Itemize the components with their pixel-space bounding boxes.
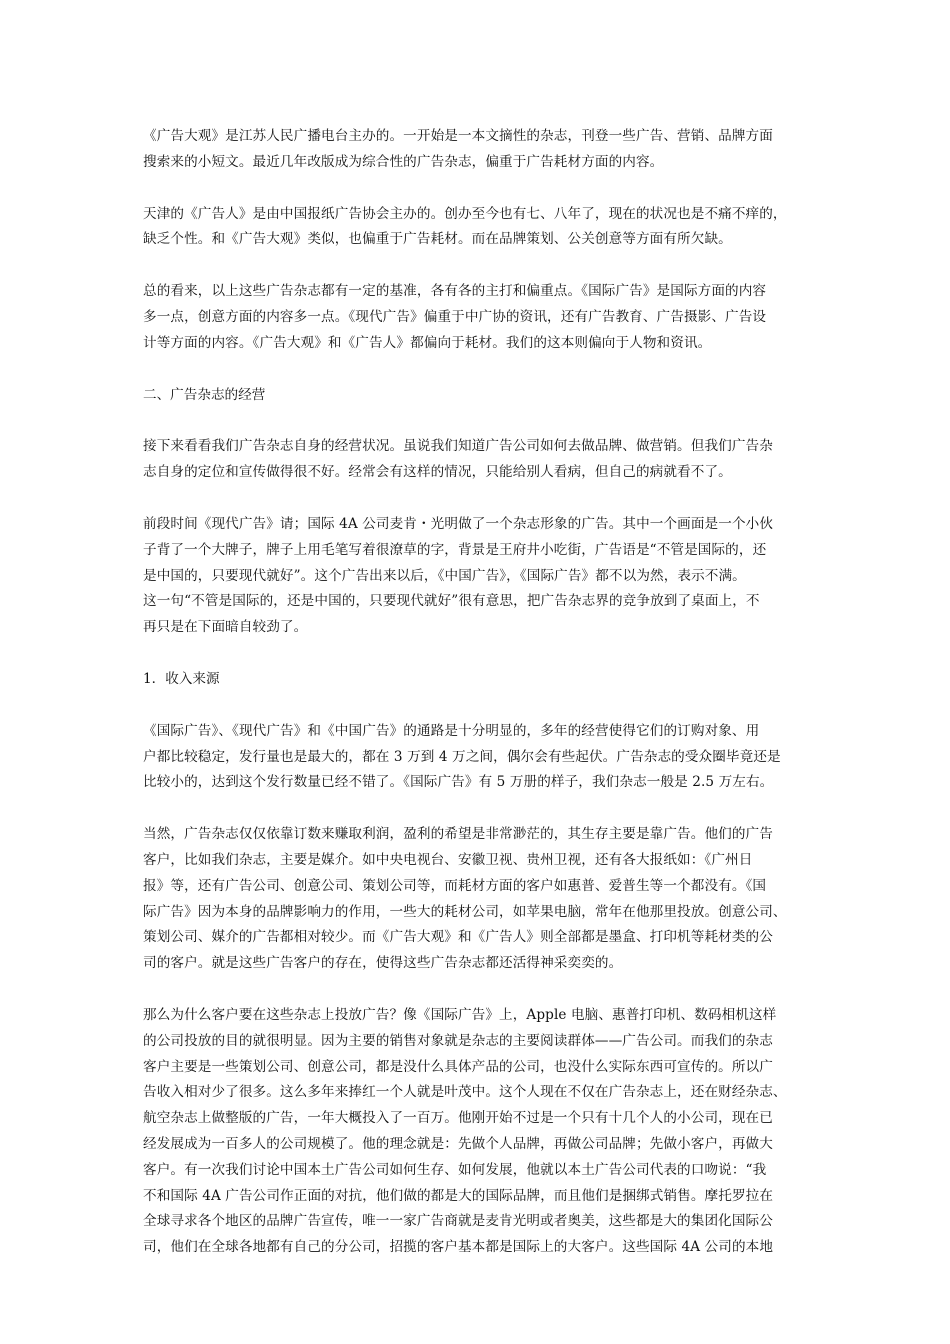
paragraph-why-advertise: 那么为什么客户要在这些杂志上投放广告？像《国际广告》上，Apple 电脑、惠普打印机、数码相机这样 的公司投放的目的就很明显。因为主要的销售对象就是杂志的主要阅读群体——广告公司。而我们的杂志 客户主要是一些策划公司、创意公司，都是没什么具体产品的公司，也没什么实际东西可宣传的。所以广 告收入相对少了很多。这么多年来捧红一个人就是叶茂中。这个人现在不仅在广告杂志上，还在财经杂志、 航空杂志上做整版的广告，一年大概投入了一百万。他刚开始不过是一个只有十几个人的小公司，现在已 经发展成为一百多人的公司规模了。他的理念就是：先做个人品牌，再做公司品牌；先做小客户，再做大 客户。有一次我们讨论中国本土广告公司如何生存、如何发展，他就以本土广告公司代表的口吻说：“我 不和国际 4A 广告公司作正面的对抗，他们做的都是大的国际品牌，而且他们是捆绑式销售。摩托罗拉在 全球寻求各个地区的品牌广告宣传，唯一一家广告商就是麦肯光明或者奥美，这些都是大的集团化国际公 司，他们在全球各地都有自己的分公司，招揽的客户基本都是国际上的大客户。这些国际 4A 公司的本地 — [143, 1006, 787, 1256]
paragraph-guanggao-daguan: 《广告大观》是江苏人民广播电台主办的。一开始是一本文摘性的杂志，刊登一些广告、营销、品牌方面 搜索来的小短文。最近几年改版成为综合性的广告杂志，偏重于广告耗材方面的内容。 — [143, 128, 773, 170]
paragraph-circulation: 《国际广告》、《现代广告》和《中国广告》的通路是十分明显的，多年的经营使得它们的订购对象、用 户都比较稳定，发行量也是最大的，都在 3 万到 4 万之间，偶尔会有些起伏。广告杂志的受众圈毕竟还是 比较小的，达到这个发行数量已经不错了。《国际广告》有 5 万册的样子，我们杂志一般是 2.5 万左右。 — [143, 722, 781, 791]
paragraph-self-operation: 接下来看看我们广告杂志自身的经营状况。虽说我们知道广告公司如何去做品牌、做营销。但我们广告杂 志自身的定位和宣传做得很不好。经常会有这样的情况，只能给别人看病，但自己的病就看不了。 — [143, 438, 773, 481]
subsection-heading-income: 1．收入来源 — [143, 670, 220, 687]
paragraph-modern-ad-campaign: 前段时间《现代广告》请；国际 4A 公司麦肯・光明做了一个杂志形象的广告。其中一个画面是一个小伙 子背了一个大牌子，牌子上用毛笔写着很潦草的字，背景是王府井小吃街，广告语是“不管是国际的，还 是中国的，只要现代就好”。这个广告出来以后，《中国广告》，《国际广告》都不以为然，表示不满。 这一句“不管是国际的，还是中国的，只要现代就好”很有意思，把广告杂志界的竞争放到了桌面上，不 再只是在下面暗自较劲了。 — [143, 515, 774, 636]
document-body — [143, 124, 813, 1261]
paragraph-summary: 总的看来，以上这些广告杂志都有一定的基准，各有各的主打和偏重点。《国际广告》是国际方面的内容 多一点，创意方面的内容多一点。《现代广告》偏重于中广协的资讯，还有广告教育、广告摄影、广告设 计等方面的内容。《广告大观》和《广告人》都偏向于耗材。我们的这本则偏向于人物和资讯。 — [143, 283, 767, 351]
paragraph-guanggaoren: 天津的《广告人》是由中国报纸广告协会主办的。创办至今也有七、八年了，现在的状况也是不痛不痒的， 缺乏个性。和《广告大观》类似，也偏重于广告耗材。而在品牌策划、公关创意等方面有所欠缺。 — [143, 205, 787, 248]
paragraph-advertisers: 当然，广告杂志仅仅依靠订数来赚取利润，盈利的希望是非常渺茫的，其生存主要是靠广告。他们的广告 客户，比如我们杂志，主要是媒介。如中央电视台、安徽卫视、贵州卫视，还有各大报纸如：《广州日 报》等，还有广告公司、创意公司、策划公司等，而耗材方面的客户如惠普、爱普生等一个都没有。《国 际广告》因为本身的品牌影响力的作用，一些大的耗材公司，如苹果电脑，常年在他那里投放。创意公司、 策划公司、媒介的广告都相对较少。而《广告大观》和《广告人》则全部都是墨盒、打印机等耗材类的公 司的客户。就是这些广告客户的存在，使得这些广告杂志都还活得神采奕奕的。 — [143, 826, 787, 972]
section-heading-operations: 二、广告杂志的经营 — [143, 386, 266, 403]
